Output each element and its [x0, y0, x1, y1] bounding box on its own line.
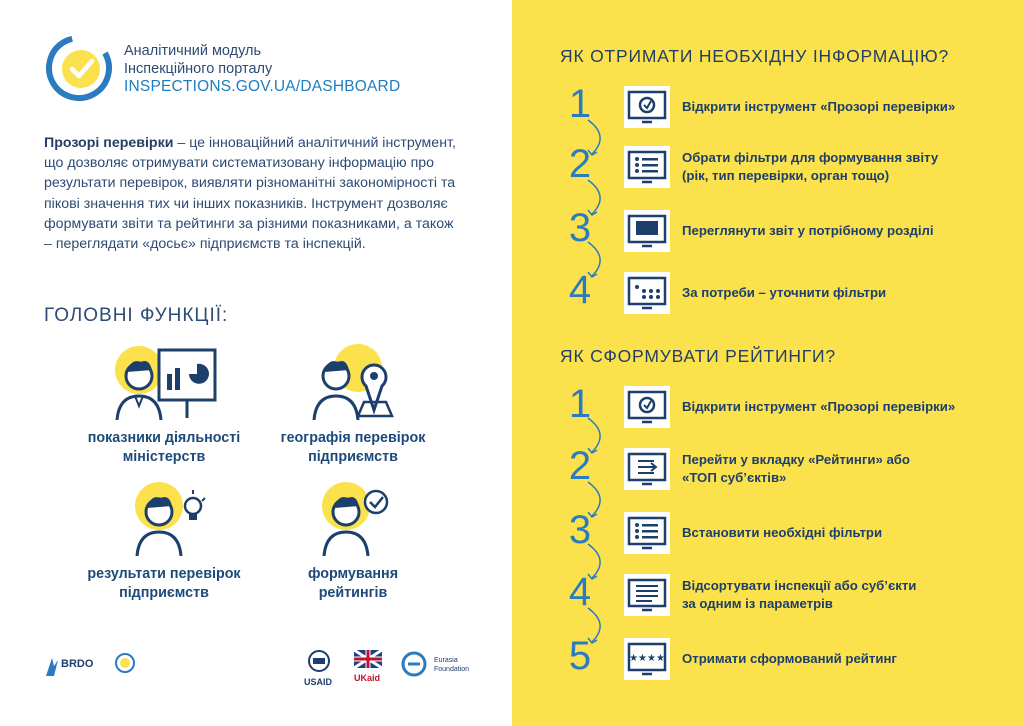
partner-logos	[44, 650, 484, 690]
step-number: 3	[568, 206, 592, 250]
step-text	[682, 272, 886, 314]
step-number: 1	[568, 382, 592, 426]
function-label-line2: підприємств	[119, 585, 209, 601]
section2-step	[564, 382, 1004, 434]
function-label	[64, 565, 264, 603]
usaid-logo	[304, 650, 334, 687]
step-text-line1: Перейти у вкладку «Рейтинги» або	[682, 452, 910, 467]
ukaid-text: UKaid	[354, 673, 381, 683]
tab-arrow-icon	[624, 448, 670, 490]
section1-step	[564, 206, 1004, 258]
portal-url-link[interactable]: INSPECTIONS.GOV.UA/DASHBOARD	[124, 78, 401, 95]
checkmark-icon	[298, 476, 408, 556]
section2-step	[564, 508, 1004, 560]
intro-bold: Прозорі перевірки	[44, 135, 174, 151]
section2-step	[564, 634, 1004, 686]
step-number: 2	[568, 444, 592, 488]
eurasia-logo-icon	[400, 650, 428, 678]
function-label-line1: результати перевірок	[87, 566, 241, 582]
function-geography	[253, 340, 453, 467]
step-text	[682, 574, 916, 616]
step-number: 4	[568, 570, 592, 614]
step-text	[682, 86, 955, 128]
function-results	[64, 476, 264, 603]
section2-title: ЯК СФОРМУВАТИ РЕЙТИНГИ?	[560, 346, 836, 366]
section1-step	[564, 82, 1004, 134]
header-text	[124, 42, 400, 96]
section1-step	[564, 268, 1004, 320]
ukaid-logo	[354, 650, 382, 683]
function-label	[64, 429, 264, 467]
step-text-line2: «ТОП суб’єктів»	[682, 470, 787, 485]
presentation-chart-icon	[109, 340, 219, 420]
main-functions-title: ГОЛОВНІ ФУНКЦІЇ:	[44, 305, 229, 326]
step-text-line1: Переглянути звіт у потрібному розділі	[682, 223, 934, 238]
monitor-gauge-icon	[624, 86, 670, 128]
function-label-line1: географія перевірок	[280, 430, 426, 446]
portal-logo-icon	[44, 33, 114, 103]
function-label-line2: міністерств	[122, 449, 206, 465]
function-label-line2: рейтингів	[318, 585, 388, 601]
eurasia-text-line1: Eurasia	[434, 657, 458, 664]
step-text-line1: Обрати фільтри для формування звіту	[682, 150, 939, 165]
step-text	[682, 386, 955, 428]
function-label	[253, 429, 453, 467]
brdo-mark-icon	[44, 656, 60, 678]
intro-paragraph	[44, 133, 464, 254]
step-number: 5	[568, 634, 592, 678]
function-ratings	[253, 476, 453, 603]
step-text-line1: Відкрити інструмент «Прозорі перевірки»	[682, 99, 956, 114]
step-text-line1: Встановити необхідні фільтри	[682, 525, 883, 540]
intro-text: – це інноваційний аналітичний інструмент, що дозволяє отримувати систематизовану інформацію про результати перевірок, виявляти різноманітні закономірності та пікові значення тих чи інших показників. Інструмент дозволяє формувати звіти та рейтинги за різними показниками, а також – переглядати «досьє» підприємств та інспекцій.	[44, 135, 456, 253]
step-number: 3	[568, 508, 592, 552]
function-label-line1: формування	[307, 566, 399, 582]
step-text-line1: Отримати сформований рейтинг	[682, 651, 897, 666]
step-text	[682, 210, 934, 252]
usaid-seal-icon	[304, 650, 334, 672]
section1-step	[564, 142, 1004, 194]
uk-flag-icon	[354, 650, 382, 668]
adjust-filters-icon	[624, 272, 670, 314]
step-text	[682, 512, 882, 554]
function-label-line2: підприємств	[308, 449, 398, 465]
step-text-line1: Відсортувати інспекції або суб’єкти	[682, 578, 917, 593]
function-label-line1: показники діяльності	[87, 430, 241, 446]
eurasia-text-line2: Foundation	[434, 666, 470, 673]
brdo-logo	[44, 656, 96, 680]
section2-step	[564, 444, 1004, 496]
step-number: 4	[568, 268, 592, 312]
lightbulb-icon	[109, 476, 219, 556]
usaid-text: USAID	[304, 677, 333, 687]
step-text-line2: за одним із параметрів	[682, 596, 833, 611]
step-number: 2	[568, 142, 592, 186]
function-label	[253, 565, 453, 603]
map-pin-icon	[298, 340, 408, 420]
rating-stars-icon	[624, 638, 670, 680]
svg-text:★★★★: ★★★★	[629, 653, 665, 664]
monitor-report-icon	[624, 210, 670, 252]
filter-list-icon	[624, 146, 670, 188]
step-text	[682, 146, 938, 188]
ministry-emblem-icon	[114, 652, 136, 674]
section1-title: ЯК ОТРИМАТИ НЕОБХІДНУ ІНФОРМАЦІЮ?	[560, 46, 950, 66]
step-text-line1: Відкрити інструмент «Прозорі перевірки»	[682, 399, 956, 414]
step-number: 1	[568, 82, 592, 126]
section2-step	[564, 570, 1004, 622]
header-line1: Аналітичний модуль	[124, 43, 262, 59]
header-line2: Інспекційного порталу	[124, 61, 273, 77]
step-text	[682, 448, 910, 490]
function-ministries	[64, 340, 264, 467]
sort-list-icon	[624, 574, 670, 616]
right-panel	[512, 0, 1024, 726]
eurasia-text	[434, 656, 469, 674]
step-text	[682, 638, 897, 680]
step-text-line2: (рік, тип перевірки, орган тощо)	[682, 168, 890, 183]
monitor-gauge-icon	[624, 386, 670, 428]
step-text-line1: За потреби – уточнити фільтри	[682, 285, 887, 300]
brdo-text: BRDO	[61, 658, 94, 670]
filter-list-icon	[624, 512, 670, 554]
